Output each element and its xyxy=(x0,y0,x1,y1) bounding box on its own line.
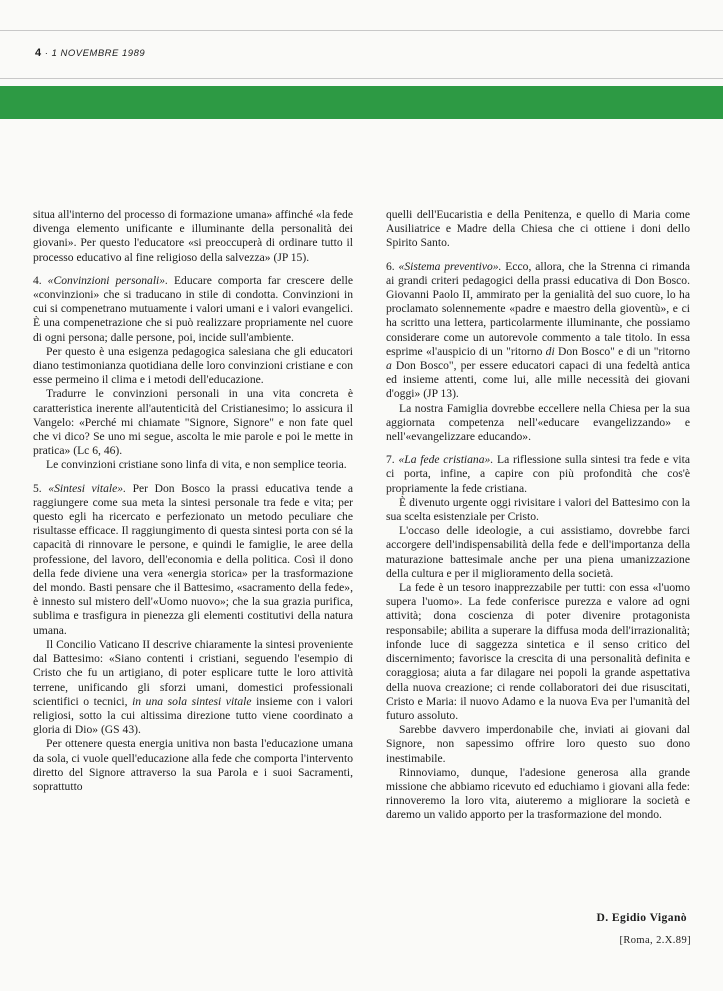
section-text: Per Don Bosco la prassi educativa tende a raggiungere come sua meta la sintesi personale tra fede e vita; per questo egli ha ricercato e perfezionato un metodo peculiare che risultasse efficace. Il raggiungimento di questa sintesi porta con sé la capacità di rinnovare le persone, e quindi le famiglie, le aree della professione, del lavoro, dell'economia e della politica. Così il dono della fede diviene una vera «energia storica» per la trasformazione del mondo. Basti pensare che il Battesimo, «sacramento della fede», è innesto sul mistero dell'«Uomo nuovo»; che la sua grazia purifica, sublima e trasfigura in pienezza gli elementi costitutivi della natura umana. xyxy=(33,481,354,637)
paragraph: Sarebbe davvero imperdonabile che, inviati ai giovani dal Signore, non sapessimo offrire loro questo suo dono inestimabile. xyxy=(386,723,690,765)
place-date: [Roma, 2.X.89] xyxy=(619,935,691,946)
section-number: 6. xyxy=(386,259,399,273)
author-signature: D. Egidio Viganò xyxy=(596,911,687,924)
section-number: 7. xyxy=(386,453,399,467)
paragraph: La nostra Famiglia dovrebbe eccellere nella Chiesa per la sua aggiornata competenza nell'«educare evangelizzando» e nell'«evangelizzare educando». xyxy=(386,401,690,444)
section-4 xyxy=(33,274,353,345)
issue-date: 1 NOVEMBRE 1989 xyxy=(51,48,146,59)
header-rule xyxy=(0,78,723,79)
emphasis: di xyxy=(545,344,555,358)
paragraph: Per ottenere questa energia unitiva non basta l'educazione umana da sola, ci vuole quell'educazione alla fede che comporta l'intervento diretto del Signore attraverso la sua Parola e i suoi Sacramenti, soprattutto xyxy=(33,737,353,793)
green-banner xyxy=(0,86,723,119)
paragraph: L'occaso delle ideologie, a cui assistiamo, dovrebbe farci accorgere dell'indispensabilità della fede e dell'importanza della maturazione battesimale anche per una piena umanizzazione della cultura e per il miglioramento della società. xyxy=(386,524,690,580)
section-title: «Convinzioni personali». xyxy=(47,273,168,287)
paragraph: È divenuto urgente oggi rivisitare i valori del Battesimo con la sua scelta esistenziale per Cristo. xyxy=(386,495,690,524)
header-separator: · xyxy=(41,48,52,59)
paragraph: Rinnoviamo, dunque, l'adesione generosa alla grande missione che abbiamo ricevuto ed educhiamo i giovani alla fede: rinnoveremo la loro vita, aiuteremo a migliorare la società e daremo un valido apporto per la trasformazione del mondo. xyxy=(386,765,690,822)
paragraph: La fede è un tesoro inapprezzabile per tutti: con essa «l'uomo supera l'uomo». La fede conferisce purezza e valore ad ogni attività; dona coscienza di poter divenire protagonista responsabile; abilita a superare la diffusa moda dell'irrazionalità; infonde luce di saggezza sintetica e il senso critico del discernimento; favorisce la crescita di una personalità definita e coraggiosa; aiuta a far dilagare nei popoli la grande aspettativa della nuova creazione; ci rende collaboratori dei due risuscitati, Cristo e Maria: il nuovo Adamo e la nuova Eva per l'umanità del futuro assoluto. xyxy=(386,581,690,722)
section-title: «Sintesi vitale». xyxy=(48,481,126,495)
section-text: Educare comporta far crescere delle «convinzioni» che si traducano in stile di condotta. Convinzioni in cui si compenetrano mutuamente i valori umani e i valori evangelici. È una compenetrazione che si può realizzare propriamente nel cuore di ogni persona; dalle persone, poi, incide sull'ambiente. xyxy=(33,273,353,344)
section-text: Don Bosco" e di un "ritorno xyxy=(554,344,690,358)
emphasis: a xyxy=(386,359,392,373)
section-number: 5. xyxy=(33,481,49,495)
section-7 xyxy=(386,453,690,496)
section-6 xyxy=(386,260,690,402)
top-rule xyxy=(0,30,723,31)
section-number: 4. xyxy=(33,273,48,287)
right-column xyxy=(386,208,690,823)
section-text: Don Bosco", per essere educatori capaci di una fedeltà antica ed insieme attenti, come lui, alle mille necessità dei giovani d'oggi» (JP 13). xyxy=(386,359,690,401)
section-title: «La fede cristiana». xyxy=(398,453,494,467)
emphasis: in una sola sintesi vitale xyxy=(132,694,252,708)
paragraph: Per questo è una esigenza pedagogica salesiana che gli educatori diano testimonianza quotidiana delle loro convinzioni cristiane e con esse permeino il clima e i metodi dell'educazione. xyxy=(33,344,353,387)
paragraph: situa all'interno del processo di formazione umana» affinché «la fede divenga elemento unificante e illuminante della personalità dei giovani». Per questo l'educatore «si preoccuperà di ordinare tutto il processo educativo al fine religioso della salvezza» (JP 15). xyxy=(33,208,353,264)
left-column xyxy=(33,208,353,794)
text-run: Il Concilio Vaticano II descrive chiaramente la sintesi proveniente dal Battesimo: «Siano contenti i cristiani, seguendo l'esempio di Cristo che fu un artigiano, di poter esplicare tutte le loro attività terrene, unificando gli sforzi umani, domestici professionali scientifici o tecnici, xyxy=(33,637,353,708)
paragraph: Le convinzioni cristiane sono linfa di vita, e non semplice teoria. xyxy=(46,458,347,472)
paragraph: quelli dell'Eucaristia e della Penitenza, e quello di Maria come Ausiliatrice e Madre della Chiesa che ci ottiene i doni dello Spirito Santo. xyxy=(386,208,690,250)
page-header xyxy=(35,47,145,59)
section-text: Ecco, allora, che la Strenna ci rimanda ai grandi criteri pedagogici della prassi educativa di Don Bosco. Giovanni Paolo II, ammirato per la genialità del suo cuore, lo ha proclamato solennemente «padre e maestro della gioventù», e ci ha scritto una lettera, particolarmente illuminante, che possiamo considerare come un autorevole commento a tale titolo. In essa esprime «l'auspicio di un "ritorno xyxy=(386,259,690,358)
paragraph xyxy=(33,638,353,737)
text-run: insieme con i valori religiosi, sotto la cui altissima direzione tutto viene coordinato a gloria di Dio» (GS 43). xyxy=(33,694,353,737)
section-title: «Sistema preventivo». xyxy=(398,259,502,273)
paragraph: Tradurre le convinzioni personali in una vita concreta è caratteristica inerente all'autenticità del Cristianesimo; lo assicura il Vangelo: «Perché mi chiamate "Signore, Signore" e non fate quel che vi dico? Se uno mi segue, ascolta le mie parole e poi le mette in pratica» (Lc 6, 46). xyxy=(33,387,353,458)
page-number: 4 xyxy=(35,47,42,59)
section-text: La riflessione sulla sintesi tra fede e vita ci porta, infine, a capire con più profondità che cos'è propriamente la fede cristiana. xyxy=(386,453,690,495)
section-5 xyxy=(33,482,353,638)
